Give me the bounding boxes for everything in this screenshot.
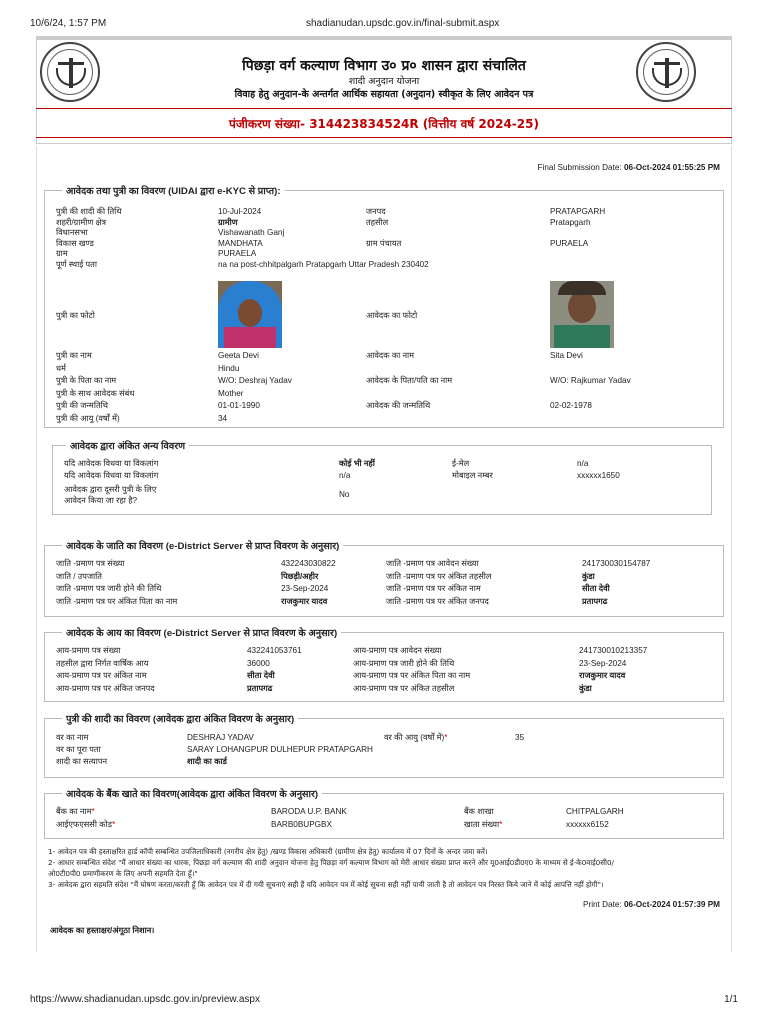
up-emblem-left-icon xyxy=(40,42,100,102)
field-value: Pratapgarh xyxy=(550,217,591,227)
section-legend-other: आवेदक द्वारा अंकित अन्य विवरण xyxy=(66,439,189,452)
field-value: na na post-chhitpalgarh Pratapgarh Uttar Pradesh 230402 xyxy=(218,260,429,269)
field-label: आवेदक के पिता/पति का नाम xyxy=(366,376,453,385)
field-value: 34 xyxy=(218,413,228,423)
field-value: xxxxxx1650 xyxy=(577,471,620,480)
field-value: कुंडा xyxy=(582,571,595,581)
field-value: कुंडा xyxy=(579,683,592,693)
caste-section xyxy=(44,545,724,617)
field-label: पुत्री की जन्मतिथि xyxy=(56,401,108,410)
field-label: मोबाइल नम्बर xyxy=(452,471,493,480)
field-label: जाति -प्रमाण पत्र पर अंकित तहसील xyxy=(386,571,492,581)
other-daughter-label-2: आवेदन किया जा रहा है? xyxy=(64,496,138,505)
groom-age: 35 xyxy=(515,733,525,742)
ifsc-code: BARB0BUPGBX xyxy=(271,820,332,829)
field-value: Mother xyxy=(218,388,244,398)
section-legend-caste: आवेदक के जाति का विवरण (e-District Server से प्राप्त विवरण के अनुसार) xyxy=(62,539,343,552)
field-value: MANDHATA xyxy=(218,238,263,248)
field-label: पुत्री की शादी की तिथि xyxy=(56,207,122,216)
note-2: 2- आधार सम्बन्धित संदेश "मैं आधार संख्या का धारक, पिछड़ा वर्ग कल्याण की शादी अनुदान योजना हेतु पिछड़ा वर्ग कल्याण विभाग को मेरी आधार संख्या प्राप्त करने और यू0आई0डी0ए0 के माध्यम से ई-के0वाई0सी0/ xyxy=(48,858,614,867)
field-label: तहसील xyxy=(366,217,389,227)
field-value: PRATAPGARH xyxy=(550,207,606,216)
daughter-photo xyxy=(218,281,282,348)
field-label: यदि आवेदक विधवा या विकलांग xyxy=(64,471,159,480)
section-legend-marriage: पुत्री की शादी का विवरण (आवेदक द्वारा अंकित विवरण के अनुसार) xyxy=(62,712,298,725)
other-daughter-value: No xyxy=(339,490,350,499)
field-label: ग्राम पंचायत xyxy=(366,238,402,248)
field-label: आय-प्रमाण पत्र पर अंकित पिता का नाम xyxy=(353,671,471,680)
groom-address-label: वर का पूरा पता xyxy=(56,745,101,754)
footer-url: https://www.shadianudan.upsdc.gov.in/preview.aspx xyxy=(30,994,260,1005)
marriage-proof: शादी का कार्ड xyxy=(187,757,227,766)
signature-label: आवेदक का हस्ताक्षर/अंगूठा निशान। xyxy=(50,926,155,935)
account-label: खाता संख्या* xyxy=(464,820,503,829)
field-label: तहसील द्वारा निर्गत वार्षिक आय xyxy=(56,658,149,668)
field-label: आय-प्रमाण पत्र पर अंकित नाम xyxy=(56,671,147,680)
bank-name-label: बैंक का नाम* xyxy=(56,807,95,816)
form-name: विवाह हेतु अनुदान-के अन्तर्गत आर्थिक सहायता (अनुदान) स्वीकृत के लिए आवेदन पत्र xyxy=(234,89,534,100)
field-value: सीता देवी xyxy=(247,671,275,680)
field-value: 432241053761 xyxy=(247,646,302,655)
page-count: 1/1 xyxy=(724,994,738,1005)
field-label: पूर्ण स्थाई पता xyxy=(56,260,97,269)
groom-age-label: वर की आयु (वर्षों में)* xyxy=(384,733,448,742)
field-value: 10-Jul-2024 xyxy=(218,207,262,216)
field-value: 01-01-1990 xyxy=(218,401,260,410)
groom-name: DESHRAJ YADAV xyxy=(187,733,254,742)
field-label: आवेदक का नाम xyxy=(366,351,415,360)
account-number: xxxxxx6152 xyxy=(566,820,609,829)
field-label: जाति -प्रमाण पत्र संख्या xyxy=(56,559,125,568)
marriage-section xyxy=(44,718,724,778)
field-value: n/a xyxy=(577,459,589,468)
scheme-name: शादी अनुदान योजना xyxy=(348,76,420,87)
registration-number: पंजीकरण संख्या- 314423834524R (वित्तीय वर्ष 2024-25) xyxy=(229,117,539,131)
field-value: सीता देवी xyxy=(582,584,610,593)
print-datetime: 10/6/24, 1:57 PM xyxy=(30,18,107,29)
field-value: PURAELA xyxy=(550,238,589,248)
field-label: आवेदक की जन्मतिथि xyxy=(366,401,431,410)
bank-branch: CHITPALGARH xyxy=(566,807,624,816)
field-label: विधानसभा xyxy=(56,228,88,238)
note-1: 1- आवेदन पत्र की हस्ताक्षरित हार्ड कॉपी सम्बन्धित उपजिलाधिकारी (नगरीय क्षेत्र हेतु) /खण्ड विकास अधिकारी (ग्रामीण क्षेत्र हेतु) कार्यालय में 07 दिनों के अन्दर जमा करें। xyxy=(48,847,488,856)
field-value: राजकुमार यादव xyxy=(579,671,626,680)
field-value: 241730010213357 xyxy=(579,646,648,655)
up-emblem-right-icon xyxy=(636,42,696,102)
field-value: Vishawanath Ganj xyxy=(218,228,285,238)
field-label: आय-प्रमाण पत्र संख्या xyxy=(56,646,121,655)
field-value: 432243030822 xyxy=(281,559,336,568)
field-value: प्रतापगढ xyxy=(247,683,273,693)
final-submission-date: Final Submission Date: 06-Oct-2024 01:55:25 PM xyxy=(537,163,720,172)
other-daughter-label-1: आवेदक द्वारा दूसरी पुत्री के लिए xyxy=(64,485,157,494)
field-label: विकास खण्ड xyxy=(56,238,94,248)
note-3: 3- आवेदक द्वारा सहमति संदेश "मैं घोषण करता/करती हूँ कि आवेदन पत्र में दी गयी सूचनाएं सही हैं यदि आवेदन पत्र में कोई सूचना सही नहीं पायी जाती है तो आवेदन पत्र निरस्त किये जाने में कोई आपत्ति नहीं होगी"। xyxy=(48,880,604,889)
field-value: प्रतापगढ xyxy=(582,596,608,606)
field-value: 36000 xyxy=(247,658,270,668)
page-url: shadianudan.upsdc.gov.in/final-submit.aspx xyxy=(306,18,500,29)
note-2-cont: ओ0टी0पी0 प्रमाणीकरण के लिए अपनी सहमति देता हूँ।" xyxy=(48,869,198,878)
ifsc-label: आईएफएससी कोड* xyxy=(56,820,116,829)
daughter-photo-label: पुत्री का फोटो xyxy=(56,311,95,320)
field-label: जाति -प्रमाण पत्र पर अंकित जनपद xyxy=(386,596,489,606)
field-value: राजकुमार यादव xyxy=(281,596,328,606)
field-label: जाति -प्रमाण पत्र आवेदन संख्या xyxy=(386,559,479,568)
field-value: 23-Sep-2024 xyxy=(579,658,627,668)
field-label: जाति -प्रमाण पत्र पर अंकित नाम xyxy=(386,584,481,593)
field-label: ई-मेल xyxy=(452,459,470,468)
field-label: धर्म xyxy=(56,363,66,373)
field-value: कोई भी नहीं xyxy=(339,459,375,468)
field-label: पुत्री की आयु (वर्षों में) xyxy=(56,413,120,423)
declaration-notes xyxy=(48,846,728,890)
page-title: पिछड़ा वर्ग कल्याण विभाग उ० प्र० शासन द्वारा संचालित xyxy=(242,58,526,74)
field-label: जनपद xyxy=(366,207,386,216)
bank-name: BARODA U.P. BANK xyxy=(271,807,347,816)
field-value: पिछड़ी/अहीर xyxy=(281,571,319,581)
field-label: यदि आवेदक विधवा या विकलांग xyxy=(64,459,159,468)
field-label: पुत्री के साथ आवेदक संबंध xyxy=(56,388,135,398)
field-value: ग्रामीण xyxy=(218,217,238,227)
field-value: 23-Sep-2024 xyxy=(281,584,329,593)
field-label: जाति -प्रमाण पत्र पर अंकित पिता का नाम xyxy=(56,596,178,606)
field-value: Sita Devi xyxy=(550,351,583,360)
field-label: पुत्री के पिता का नाम xyxy=(56,376,117,385)
field-value: 02-02-1978 xyxy=(550,401,592,410)
section-legend-income: आवेदक के आय का विवरण (e-District Server से प्राप्त विवरण के अनुसार) xyxy=(62,626,341,639)
field-label: आय-प्रमाण पत्र आवेदन संख्या xyxy=(353,646,442,655)
section-legend-bank: आवेदक के बैंक खाते का विवरण(आवेदक द्वारा अंकित विवरण के अनुसार) xyxy=(62,787,322,800)
field-value: Hindu xyxy=(218,363,240,373)
field-value: 241730030154787 xyxy=(582,559,651,568)
field-value: W/O: Deshraj Yadav xyxy=(218,376,292,385)
field-label: पुत्री का नाम xyxy=(56,351,92,360)
field-value: n/a xyxy=(339,471,351,480)
print-date: Print Date: 06-Oct-2024 01:57:39 PM xyxy=(583,900,720,909)
field-label: जाति -प्रमाण पत्र जारी होने की तिथि xyxy=(56,584,162,593)
field-value: PURAELA xyxy=(218,249,257,259)
applicant-photo xyxy=(550,281,614,348)
section-legend-kyc: आवेदक तथा पुत्री का विवरण (UIDAI द्वारा e-KYC से प्राप्त): xyxy=(62,184,285,197)
marriage-proof-label: शादी का सत्यापन xyxy=(56,757,108,766)
field-label: शहरी/ग्रामीण क्षेत्र xyxy=(56,217,106,227)
field-label: आय-प्रमाण पत्र जारी होने की तिथि xyxy=(353,658,455,668)
field-label: ग्राम xyxy=(56,249,68,259)
groom-address: SARAY LOHANGPUR DULHEPUR PRATAPGARH xyxy=(187,745,373,754)
groom-name-label: वर का नाम xyxy=(56,733,89,742)
field-label: आय-प्रमाण पत्र पर अंकित जनपद xyxy=(56,683,155,693)
field-value: Geeta Devi xyxy=(218,351,259,360)
bank-branch-label: बैंक शाखा xyxy=(464,807,494,816)
field-label: जाति / उपजाति xyxy=(56,571,102,581)
field-label: आय-प्रमाण पत्र पर अंकित तहसील xyxy=(353,683,455,693)
applicant-photo-label: आवेदक का फोटो xyxy=(366,311,418,320)
field-value: W/O: Rajkumar Yadav xyxy=(550,376,631,385)
